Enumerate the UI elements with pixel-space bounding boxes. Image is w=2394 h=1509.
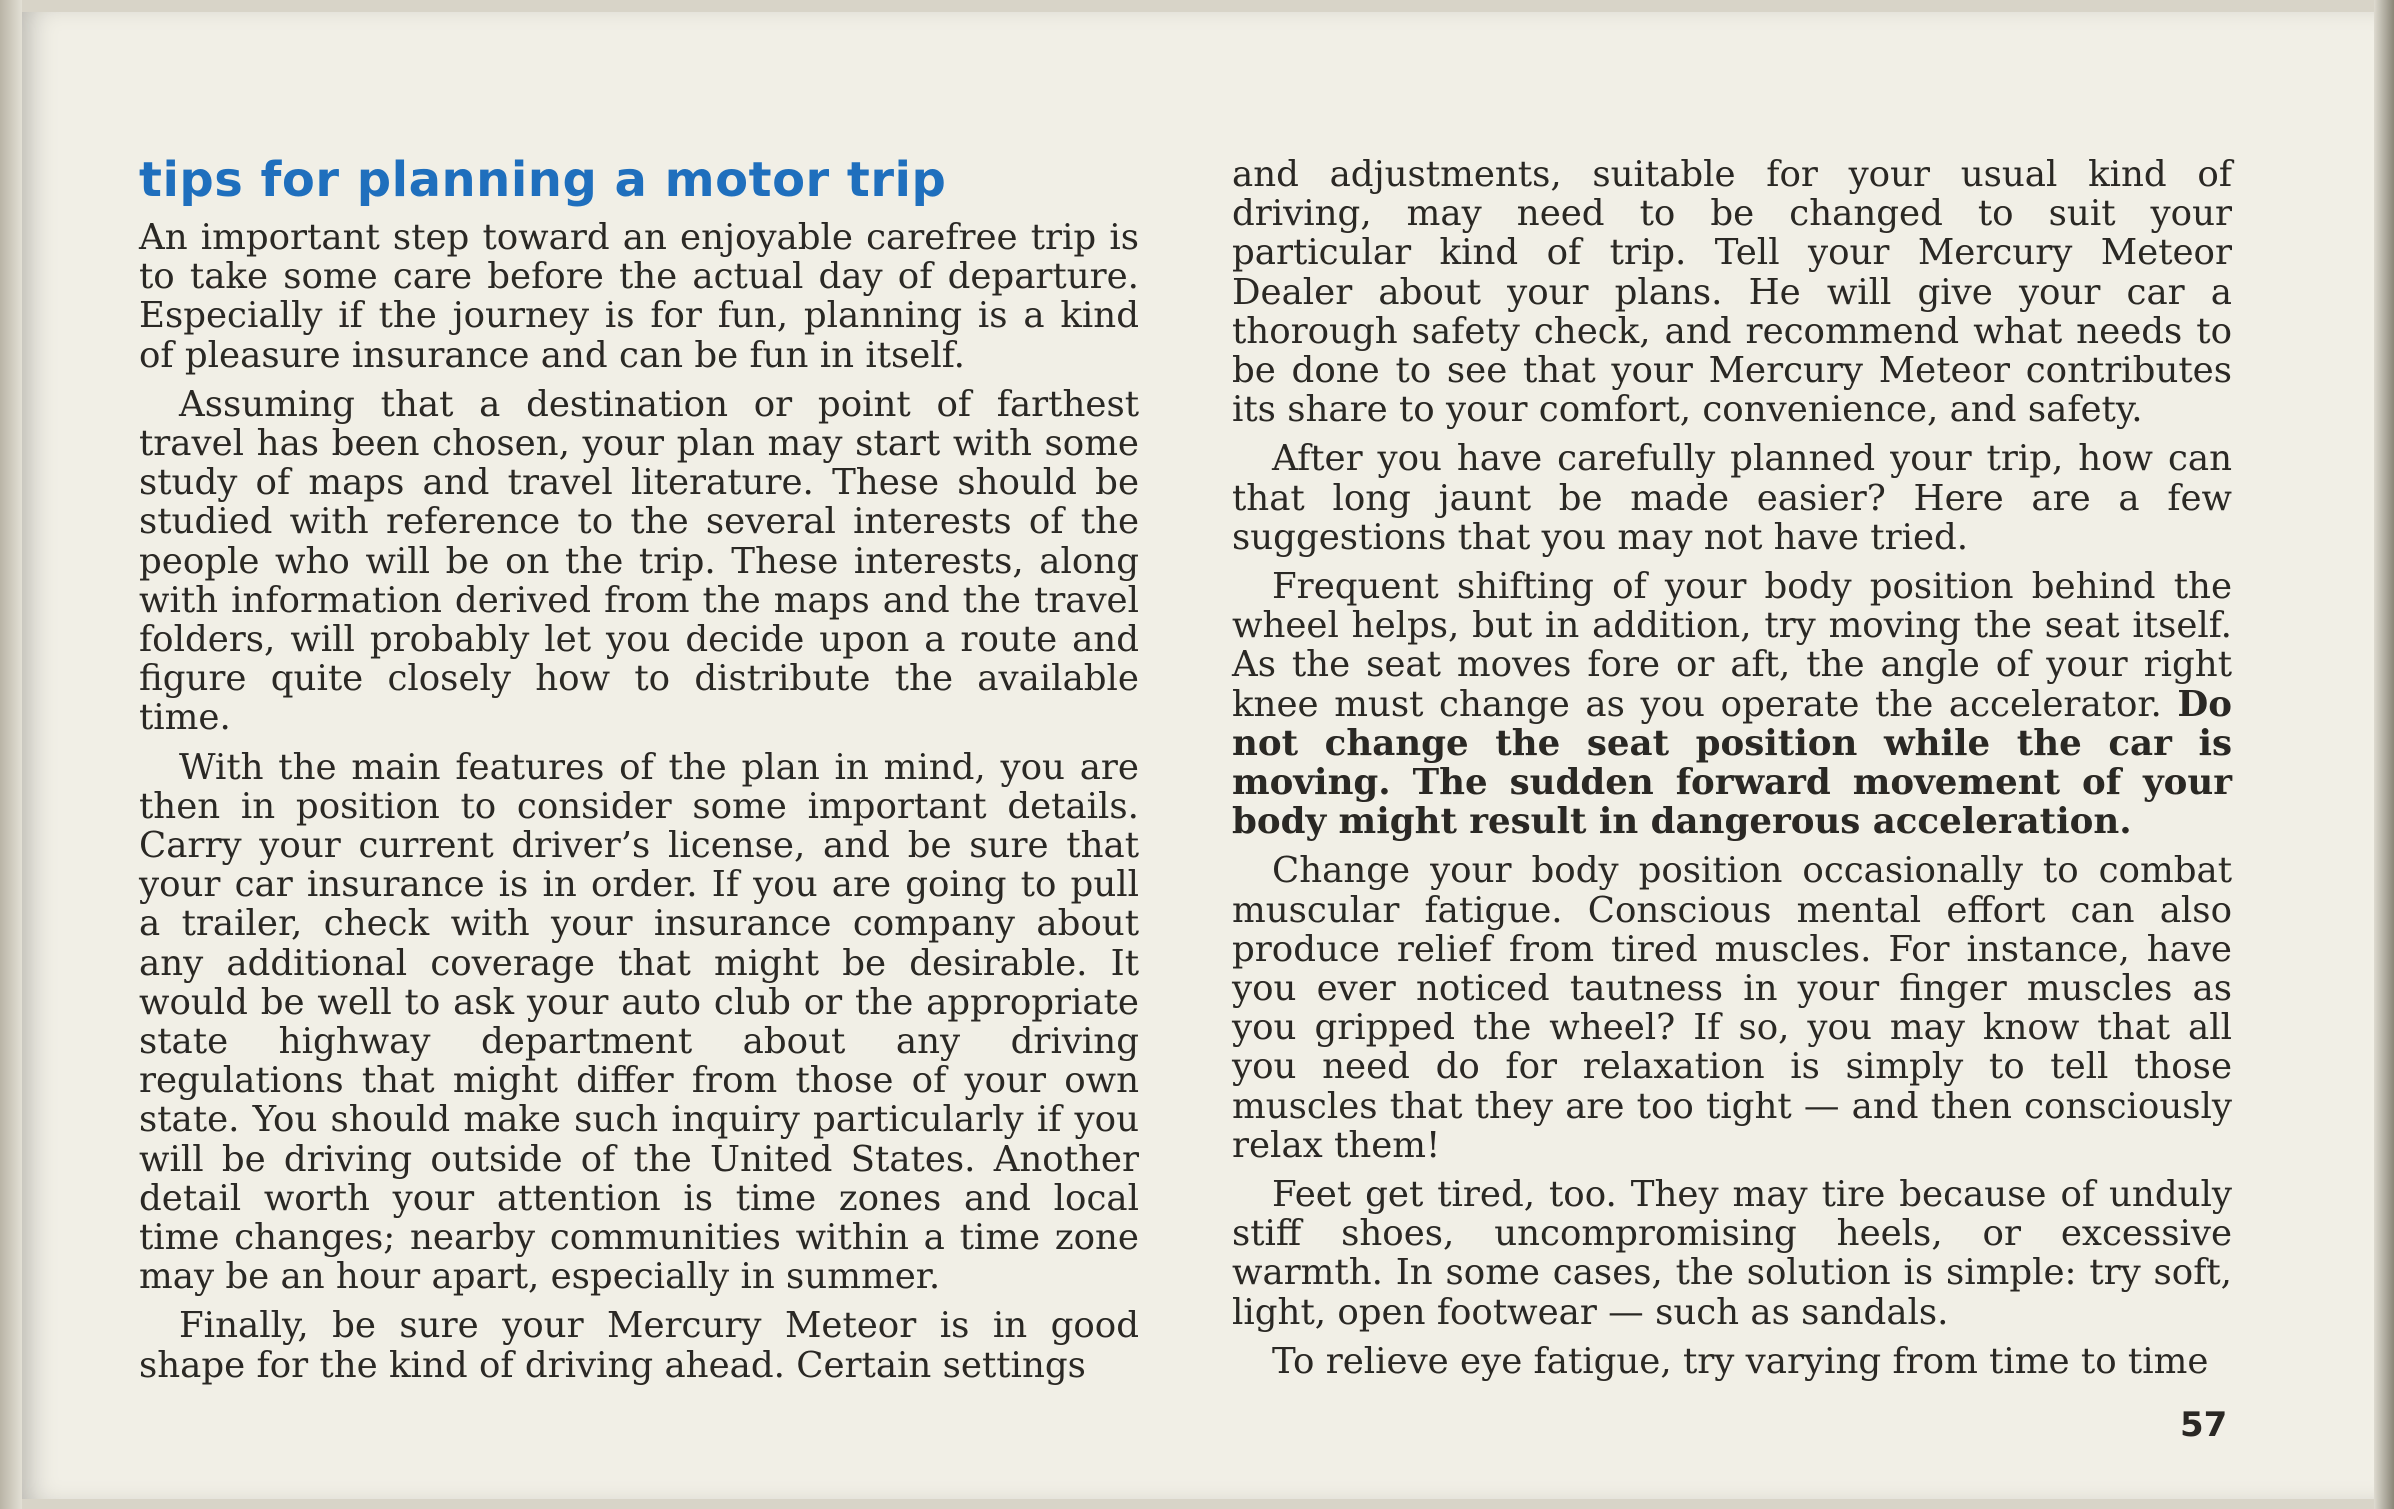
safety-warning: Do not change the seat position while the car is moving. The sudden forward movement of your body might result in dangerous acceleration. <box>1232 683 2232 843</box>
page-edge <box>2374 0 2394 1509</box>
page-title: tips for planning a motor trip <box>139 152 947 208</box>
right-column <box>1232 155 2232 1391</box>
paragraph: Feet get tired, too. They may tire because of unduly stiff shoes, uncompromising heels, or excessive warmth. In some cases, the solution is simple: try soft, light, open footwear — such as sandals. <box>1232 1174 2232 1333</box>
paragraph: and adjustments, suitable for your usual kind of driving, may need to be changed to suit your particular kind of trip. Tell your Mercury Meteor Dealer about your plans. He will give your car a thorough safety check, and recommend what needs to be done to see that your Mercury Meteor contributes its share to your comfort, convenience, and safety. <box>1232 154 2232 431</box>
paragraph: Finally, be sure your Mercury Meteor is in good shape for the kind of driving ahead. Certain settings <box>139 1305 1139 1386</box>
paragraph: Assuming that a destination or point of farthest travel has been chosen, your plan may start with some study of maps and travel literature. These should be studied with reference to the several interests of the people who will be on the trip. These interests, along with information derived from the maps and the travel folders, will probably let you decide upon a route and figure quite closely how to distribute the available time. <box>139 383 1139 739</box>
paragraph-with-warning <box>1232 567 2232 841</box>
left-column <box>139 218 1139 1395</box>
paragraph: After you have carefully planned your trip, how can that long jaunt be made easier? Here are a few suggestions that you may not have tried. <box>1232 438 2232 558</box>
paragraph: An important step toward an enjoyable carefree trip is to take some care before the actual day of departure. Especially if the journey is for fun, planning is a kind of pleasure insurance and can be fun in itself. <box>139 217 1139 376</box>
page-number: 57 <box>2180 1405 2228 1445</box>
book-gutter-shadow <box>0 0 22 1509</box>
paragraph-text: Frequent shifting of your body position behind the wheel helps, but in addition, try moving the seat itself. As the seat moves fore or aft, the angle of your right knee must change as you operate the accelerator. <box>1232 566 2232 725</box>
paragraph: With the main features of the plan in mind, you are then in position to consider some important details. Carry your current driver’s license, and be sure that your car insurance is in order. If you are going to pull a trailer, check with your insurance company about any additional coverage that might be desirable. It would be well to ask your auto club or the appropriate state highway department about any driving regulations that might differ from those of your own state. You should make such inquiry particularly if you will be driving outside of the United States. Another detail worth your attention is time zones and local time changes; nearby communities within a time zone may be an hour apart, especially in summer. <box>139 746 1139 1298</box>
paragraph: To relieve eye fatigue, try varying from time to time <box>1272 1340 2209 1382</box>
paragraph: Change your body position occasionally to combat muscular fatigue. Conscious mental effort can also produce relief from tired muscles. For instance, have you ever noticed tautness in your finger muscles as you gripped the wheel? If so, you may know that all you need do for relaxation is simply to tell those muscles that they are too tight — and then consciously relax them! <box>1232 850 2232 1166</box>
